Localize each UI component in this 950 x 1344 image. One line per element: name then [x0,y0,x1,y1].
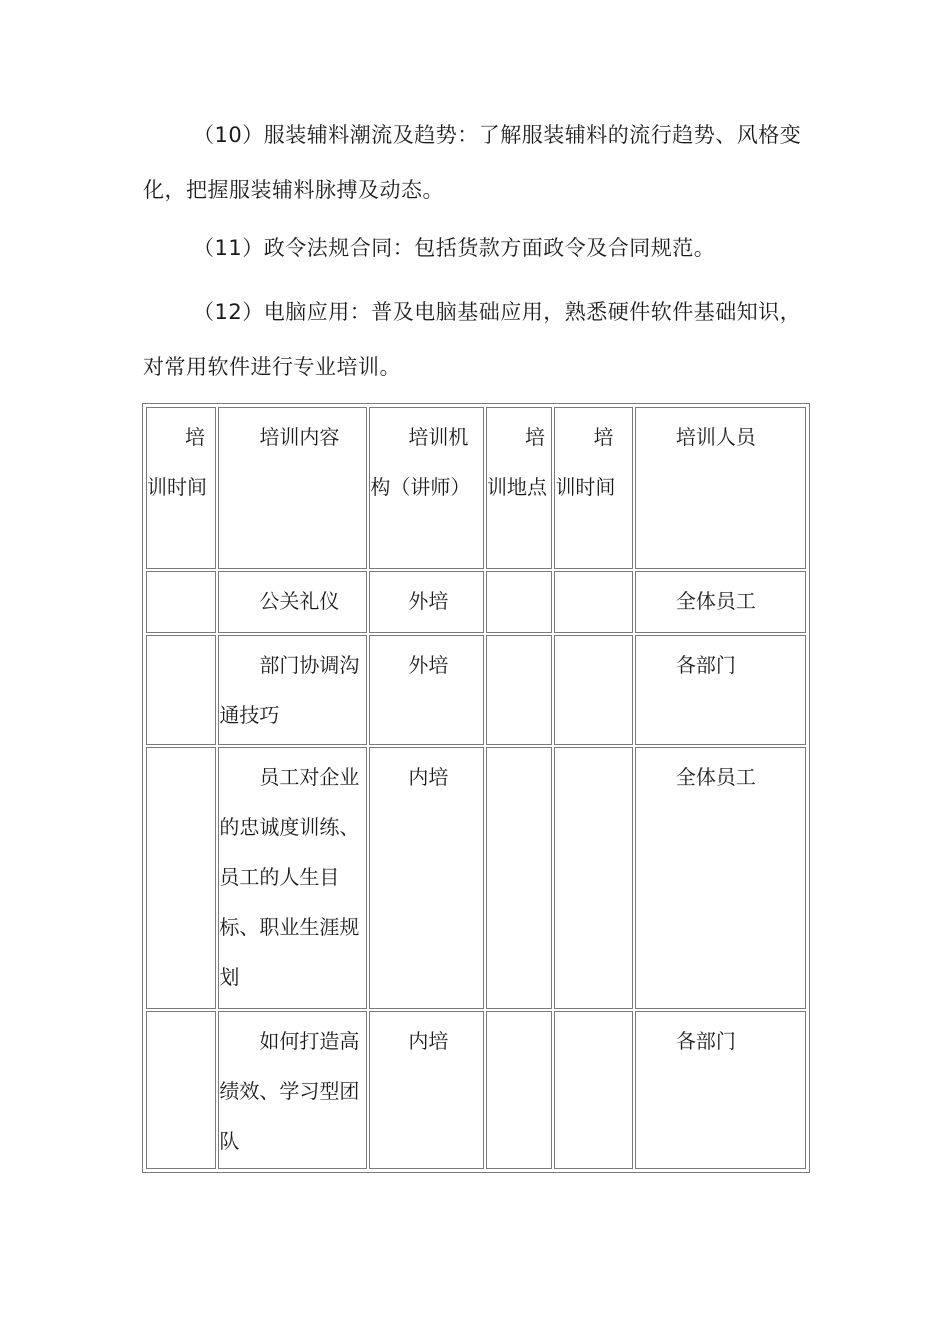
cell-location [486,1011,552,1169]
paragraph-10: （10）服装辅料潮流及趋势：了解服装辅料的流行趋势、风格变化，把握服装辅料脉搏及动态。 [143,123,802,202]
header-training-content: 培训内容 [218,407,367,569]
cell-content: 员工对企业的忠诚度训练、员工的人生目标、职业生涯规划 [218,747,367,1009]
cell-time [146,571,216,633]
header-training-time-2: 培训时间 [554,407,632,569]
table-header-row [146,407,806,569]
cell-location [486,747,552,1009]
header-training-location: 培训地点 [486,407,552,569]
cell-content: 如何打造高绩效、学习型团队 [218,1011,367,1169]
cell-time-2 [554,747,632,1009]
cell-time-2 [554,635,632,745]
header-training-institution: 培训机构（讲师） [369,407,484,569]
training-table [142,403,810,1173]
cell-trainees: 各部门 [635,635,806,745]
cell-content: 部门协调沟通技巧 [218,635,367,745]
paragraph-12: （12）电脑应用：普及电脑基础应用，熟悉硬件软件基础知识，对常用软件进行专业培训。 [143,300,802,379]
cell-trainees: 全体员工 [635,571,806,633]
cell-time [146,747,216,1009]
cell-location [486,635,552,745]
cell-location [486,571,552,633]
cell-institution: 内培 [369,1011,484,1169]
paragraph-11: （11）政令法规合同：包括货款方面政令及合同规范。 [193,236,716,260]
table-row [146,571,806,633]
table-row [146,635,806,745]
cell-institution: 外培 [369,571,484,633]
cell-institution: 外培 [369,635,484,745]
cell-time [146,1011,216,1169]
cell-institution: 内培 [369,747,484,1009]
cell-trainees: 各部门 [635,1011,806,1169]
cell-time [146,635,216,745]
cell-content: 公关礼仪 [218,571,367,633]
table-row [146,747,806,1009]
cell-time-2 [554,1011,632,1169]
cell-trainees: 全体员工 [635,747,806,1009]
header-trainees: 培训人员 [635,407,806,569]
header-training-time: 培训时间 [146,407,216,569]
table-row [146,1011,806,1169]
cell-time-2 [554,571,632,633]
